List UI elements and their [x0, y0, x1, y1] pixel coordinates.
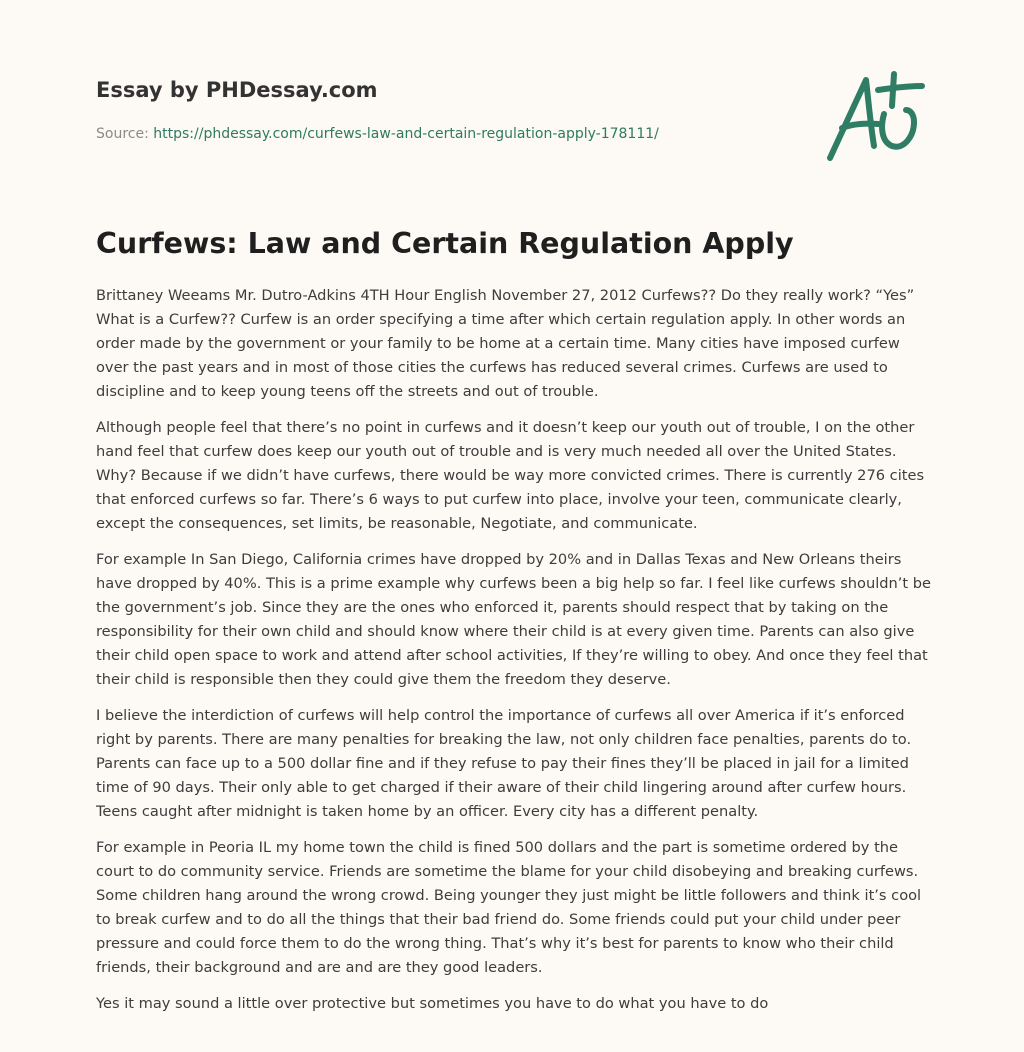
essay-paragraph: For example in Peoria IL my home town the child is fined 500 dollars and the part is sometime ordered by the court to do community service. Friends are sometime the blame for your child disobeying and breaking curfews. Some children hang around the wrong crowd. Being younger they just might be little followers and think it’s cool to break curfew and to do all the things that their bad friend do. Some friends could put your child under peer pressure and could force them to do the wrong thing. That’s why it’s best for parents to know who their child friends, their background and are and are they good leaders. — [96, 839, 922, 976]
essay-paragraph: For example In San Diego, California crimes have dropped by 20% and in Dallas Texas and New Orleans theirs have dropped by 40%. This is a prime example why curfews been a big help so far. I feel like curfews shouldn’t be the government’s job. Since they are the ones who enforced it, parents should respect that by taking on the responsibility for their own child and should know where their child is at every given time. Parents can also give their child open space to work and attend after school activities, If they’re willing to obey. And once they feel that their child is responsible then they could give them the freedom they deserve. — [96, 551, 932, 688]
essay-paragraph: Brittaney Weeams Mr. Dutro-Adkins 4TH Hour English November 27, 2012 Curfews?? Do they really work? “Yes” What is a Curfew?? Curfew is an order specifying a time after which certain regulation apply. In other words an order made by the government or your family to be home at a certain time. Many cities have imposed curfew over the past years and in most of those cities the curfews has reduced several crimes. Curfews are used to discipline and to keep young teens off the streets and out of trouble. — [96, 287, 915, 400]
essay-paragraph: Although people feel that there’s no point in curfews and it doesn’t keep our youth out of trouble, I on the other hand feel that curfew does keep our youth out of trouble and is very much needed all over the United States. Why? Because if we didn’t have curfews, there would be way more convicted crimes. There is currently 276 cites that enforced curfews so far. There’s 6 ways to put curfew into place, involve your teen, communicate clearly, except the consequences, set limits, be reasonable, Negotiate, and communicate. — [96, 419, 925, 532]
essay-paragraph: Yes it may sound a little over protective but sometimes you have to do what you have to do — [96, 995, 769, 1012]
source-link[interactable]: https://phdessay.com/curfews-law-and-certain-regulation-apply-178111/ — [153, 126, 659, 142]
source-label: Source: — [96, 126, 149, 142]
a-plus-grade-logo-icon — [822, 66, 934, 166]
essay-header — [96, 76, 796, 144]
brand-title: Essay by PHDessay.com — [96, 78, 378, 102]
essay-title: Curfews: Law and Certain Regulation Apply — [96, 227, 794, 260]
essay-body — [96, 284, 936, 1028]
essay-paragraph: I believe the interdiction of curfews will help control the importance of curfews all over America if it’s enforced right by parents. There are many penalties for breaking the law, not only children face penalties, parents do to. Parents can face up to a 500 dollar fine and if they refuse to pay their fines they’ll be placed in jail for a limited time of 90 days. Their only able to get charged if their aware of their child lingering around after curfew hours. Teens caught after midnight is taken home by an officer. Every city has a different penalty. — [96, 707, 912, 820]
source-line — [96, 124, 796, 144]
